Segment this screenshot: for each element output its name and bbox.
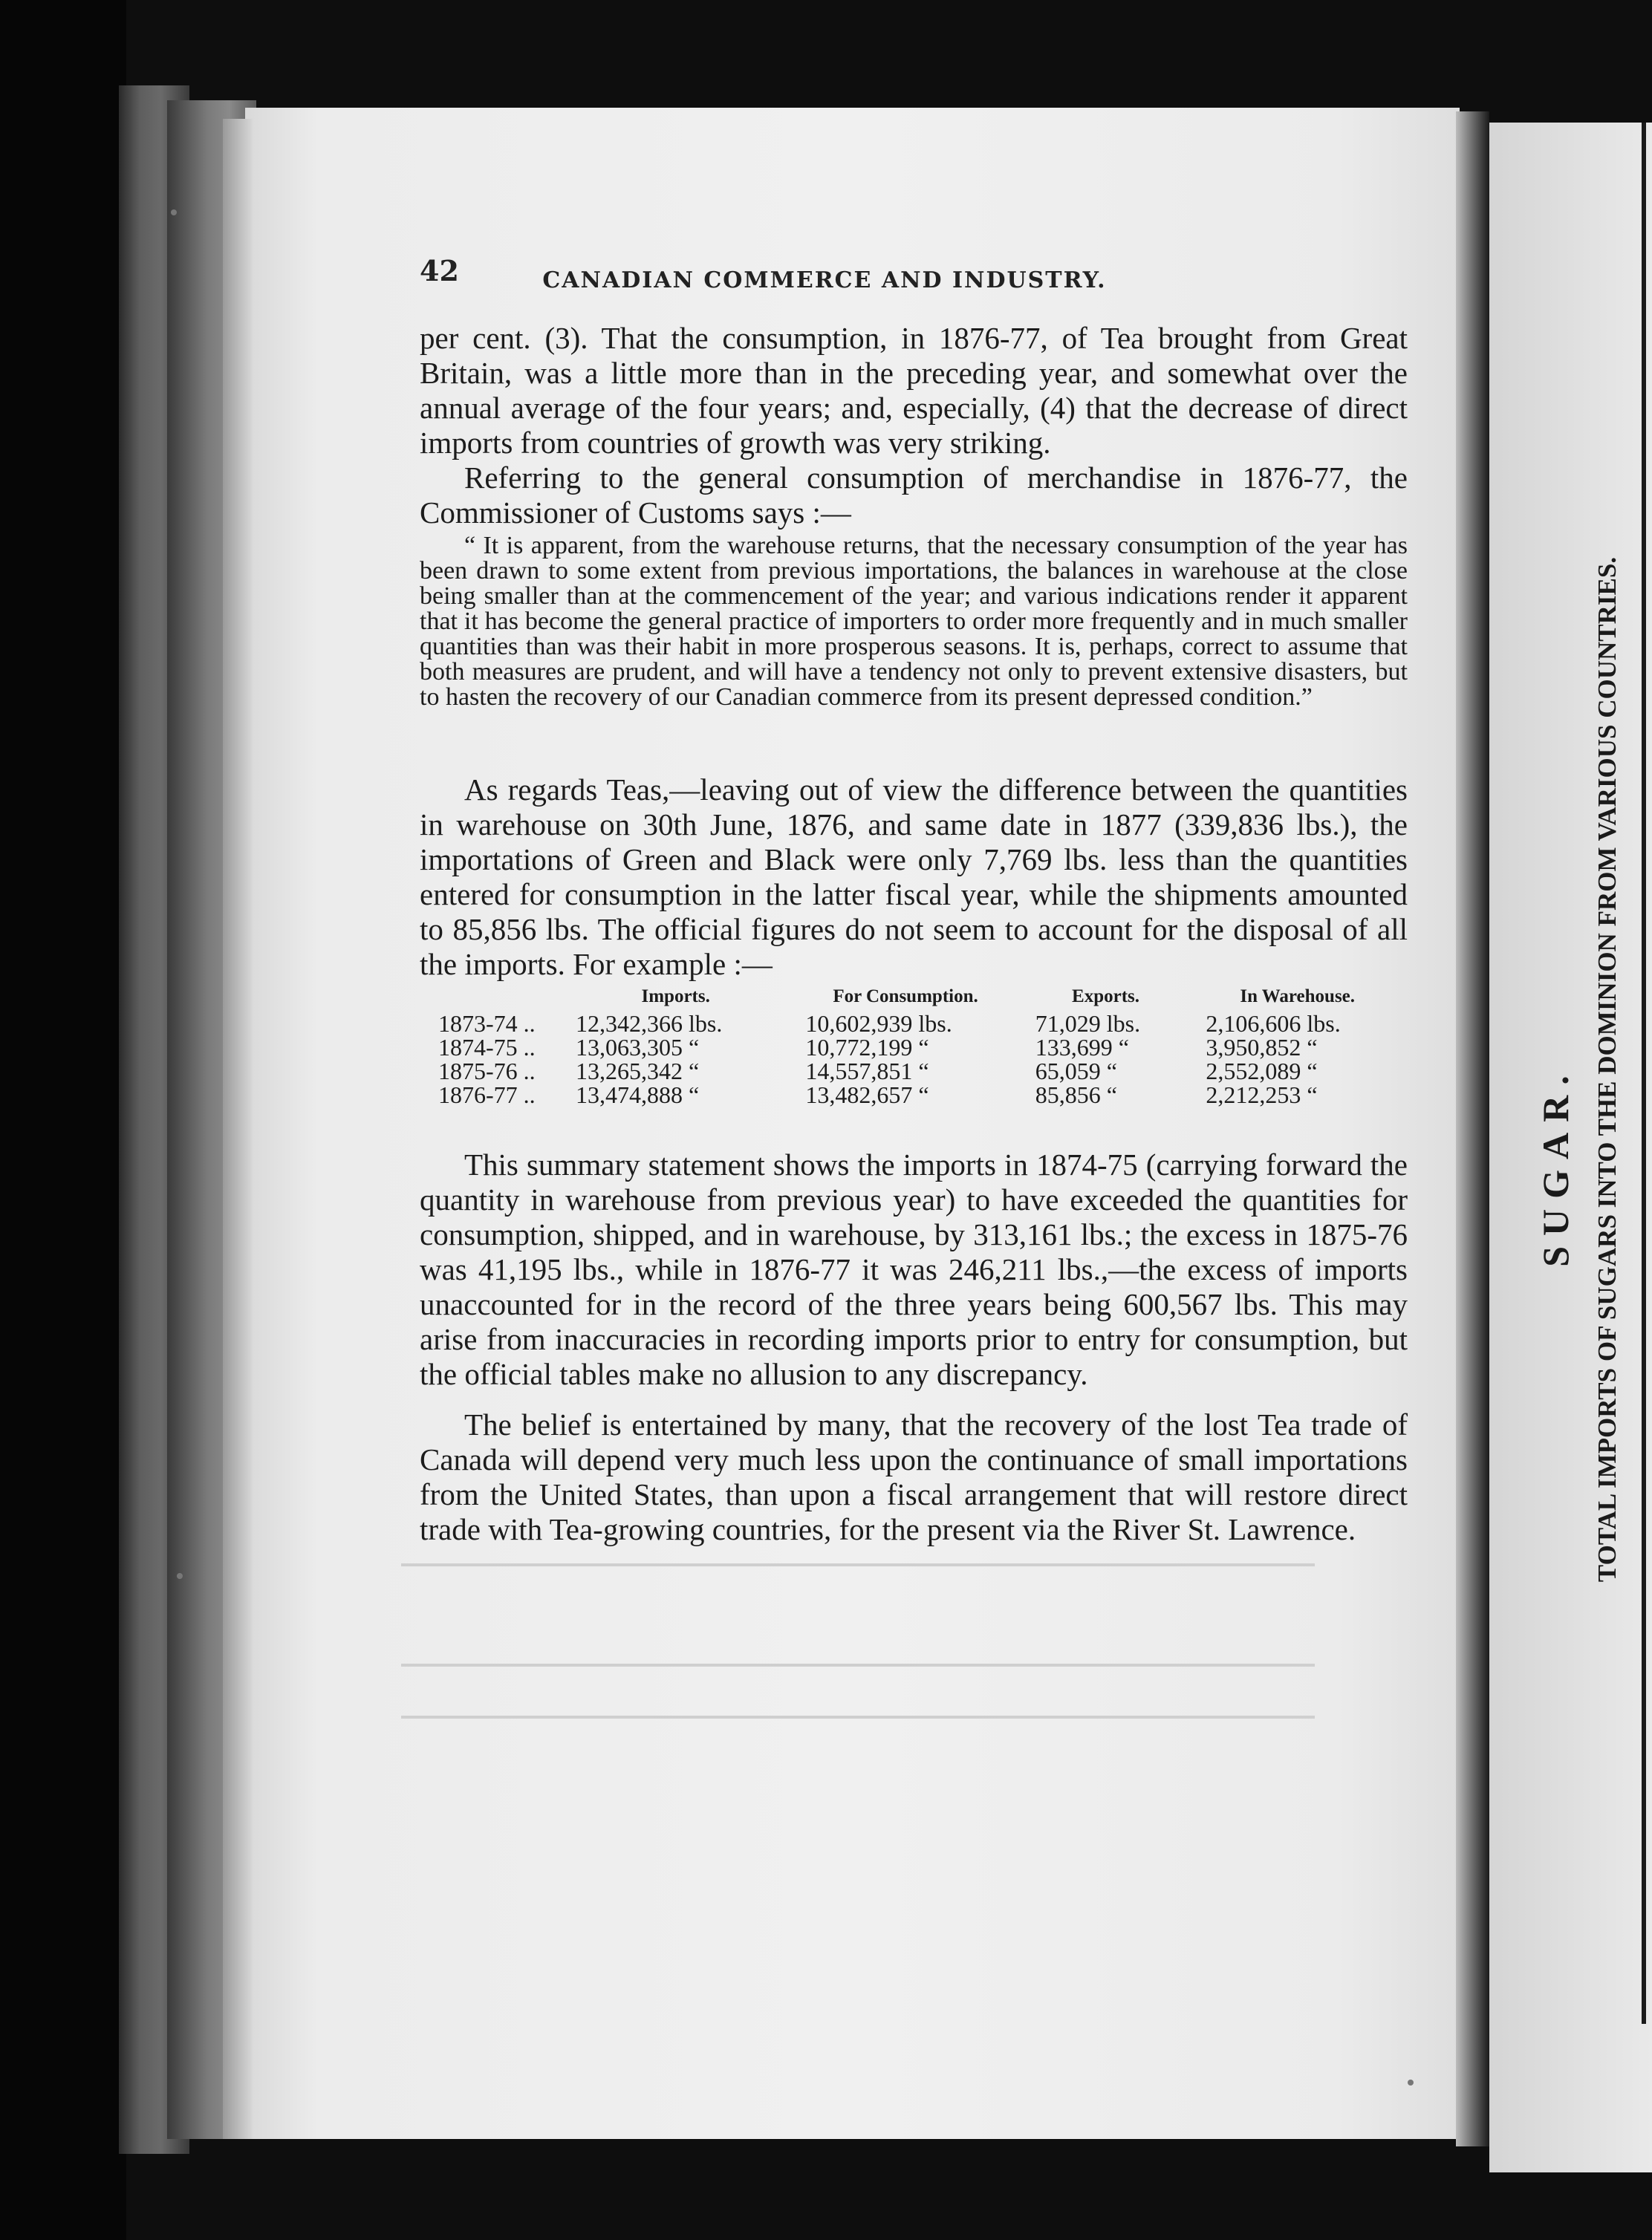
table-cell: 13,063,305 “ (576, 1034, 700, 1061)
table-row (438, 1059, 1404, 1083)
table-cell: 85,856 “ (1035, 1081, 1117, 1108)
table-cell: 12,342,366 lbs. (576, 1010, 723, 1037)
table-header-year (438, 986, 561, 1012)
table-header-exports: Exports. (1072, 986, 1140, 1006)
facing-page-rule (1642, 123, 1646, 2024)
bleed-through-rule (401, 1563, 1315, 1566)
table-cell: 13,474,888 “ (576, 1081, 700, 1108)
book-gutter (1456, 111, 1489, 2146)
table-cell-year: 1873-74 .. (438, 1010, 536, 1037)
scan-background (0, 0, 126, 2240)
page-inner-shadow (223, 119, 253, 2139)
table-cell: 65,059 “ (1035, 1058, 1117, 1084)
table-cell: 133,699 “ (1035, 1034, 1129, 1061)
table-row (438, 1083, 1404, 1107)
table-header-consumption: For Consumption. (833, 986, 978, 1006)
table-header-imports: Imports. (641, 986, 710, 1006)
bleed-through-rule (401, 1664, 1315, 1667)
table-cell: 2,106,606 lbs. (1206, 1010, 1341, 1037)
table-cell-year: 1875-76 .. (438, 1058, 536, 1084)
table-cell: 14,557,851 “ (805, 1058, 929, 1084)
page-number: 42 (420, 254, 459, 287)
table-cell: 3,950,852 “ (1206, 1034, 1318, 1061)
scan-speck (1408, 2080, 1414, 2086)
table-cell: 10,772,199 “ (805, 1034, 929, 1061)
table-cell: 10,602,939 lbs. (805, 1010, 952, 1037)
paragraph-summary: This summary statement shows the imports in 1874-75 (carrying forward the quantity in warehouse from previous year) to have exceeded the quantities for consumption, shipped, and in warehouse, by 313,161 lbs.; the excess in 1875-76 was 41,195 lbs., while in 1876-77 it was 246,211 lbs.,—the excess of imports unaccounted for in the record of the three years being 600,567 lbs. This may arise from inaccuracies in recording imports prior to entry for consumption, but the official tables make no allusion to any discrepancy. (420, 1147, 1408, 1391)
scan-speck (177, 1573, 183, 1579)
table-header-row (438, 986, 1404, 1012)
table-row (438, 1012, 1404, 1035)
scan-speck (171, 209, 177, 215)
table-cell: 13,482,657 “ (805, 1081, 929, 1108)
table-cell: 71,029 lbs. (1035, 1010, 1141, 1037)
block-quote: “ It is apparent, from the warehouse returns, that the necessary consumption of the year has been drawn to some extent from previous importations, the balances in warehouse at the close being smaller than at the commencement of the year; and various indications render it apparent that it has become the general practice of importers to order more frequently and in much smaller quantities than was their habit in more prosperous seasons. It is, perhaps, correct to assume that both measures are prudent, and will have a tendency not only to prevent extensive disasters, but to hasten the recovery of our Canadian commerce from its present depressed condition.” (420, 532, 1408, 711)
paragraph-commissioner-intro: Referring to the general consumption of merchandise in 1876-77, the Commissioner of Customs says :— (420, 460, 1408, 530)
table-cell-year: 1876-77 .. (438, 1081, 536, 1108)
tea-statistics-table (438, 986, 1404, 1107)
bleed-through-rule (401, 1716, 1315, 1719)
table-row (438, 1035, 1404, 1059)
table-cell: 13,265,342 “ (576, 1058, 700, 1084)
facing-page-heading: SUGAR. (1535, 1065, 1576, 1267)
table-cell: 2,552,089 “ (1206, 1058, 1318, 1084)
table-header-warehouse: In Warehouse. (1240, 986, 1356, 1006)
table-cell: 2,212,253 “ (1206, 1081, 1318, 1108)
table-cell-year: 1874-75 .. (438, 1034, 536, 1061)
running-head: CANADIAN COMMERCE AND INDUSTRY. (542, 267, 1107, 293)
paragraph-teas: As regards Teas,—leaving out of view the difference between the quantities in warehouse on 30th June, 1876, and same date in 1877 (339,836 lbs.), the importations of Green and Black were only 7,769 lbs. less than the quantities entered for consumption in the latter fiscal year, while the shipments amounted to 85,856 lbs. The official figures do not seem to account for the disposal of all the imports. For example :— (420, 772, 1408, 981)
facing-page-table-title: TOTAL IMPORTS OF SUGARS INTO THE DOMINION FROM VARIOUS COUNTRIES. (1593, 556, 1622, 1583)
paragraph-continuation: per cent. (3). That the consumption, in 1876-77, of Tea brought from Great Britain, was a little more than in the preceding year, and somewhat over the annual average of the four years; and, especially, (4) that the decrease of direct imports from countries of growth was very striking. (420, 321, 1408, 460)
paragraph-belief: The belief is entertained by many, that the recovery of the lost Tea trade of Canada will depend very much less upon the continuance of small importations from the United States, than upon a fiscal arrangement that will restore direct trade with Tea-growing countries, for the present via the River St. Lawrence. (420, 1407, 1408, 1546)
